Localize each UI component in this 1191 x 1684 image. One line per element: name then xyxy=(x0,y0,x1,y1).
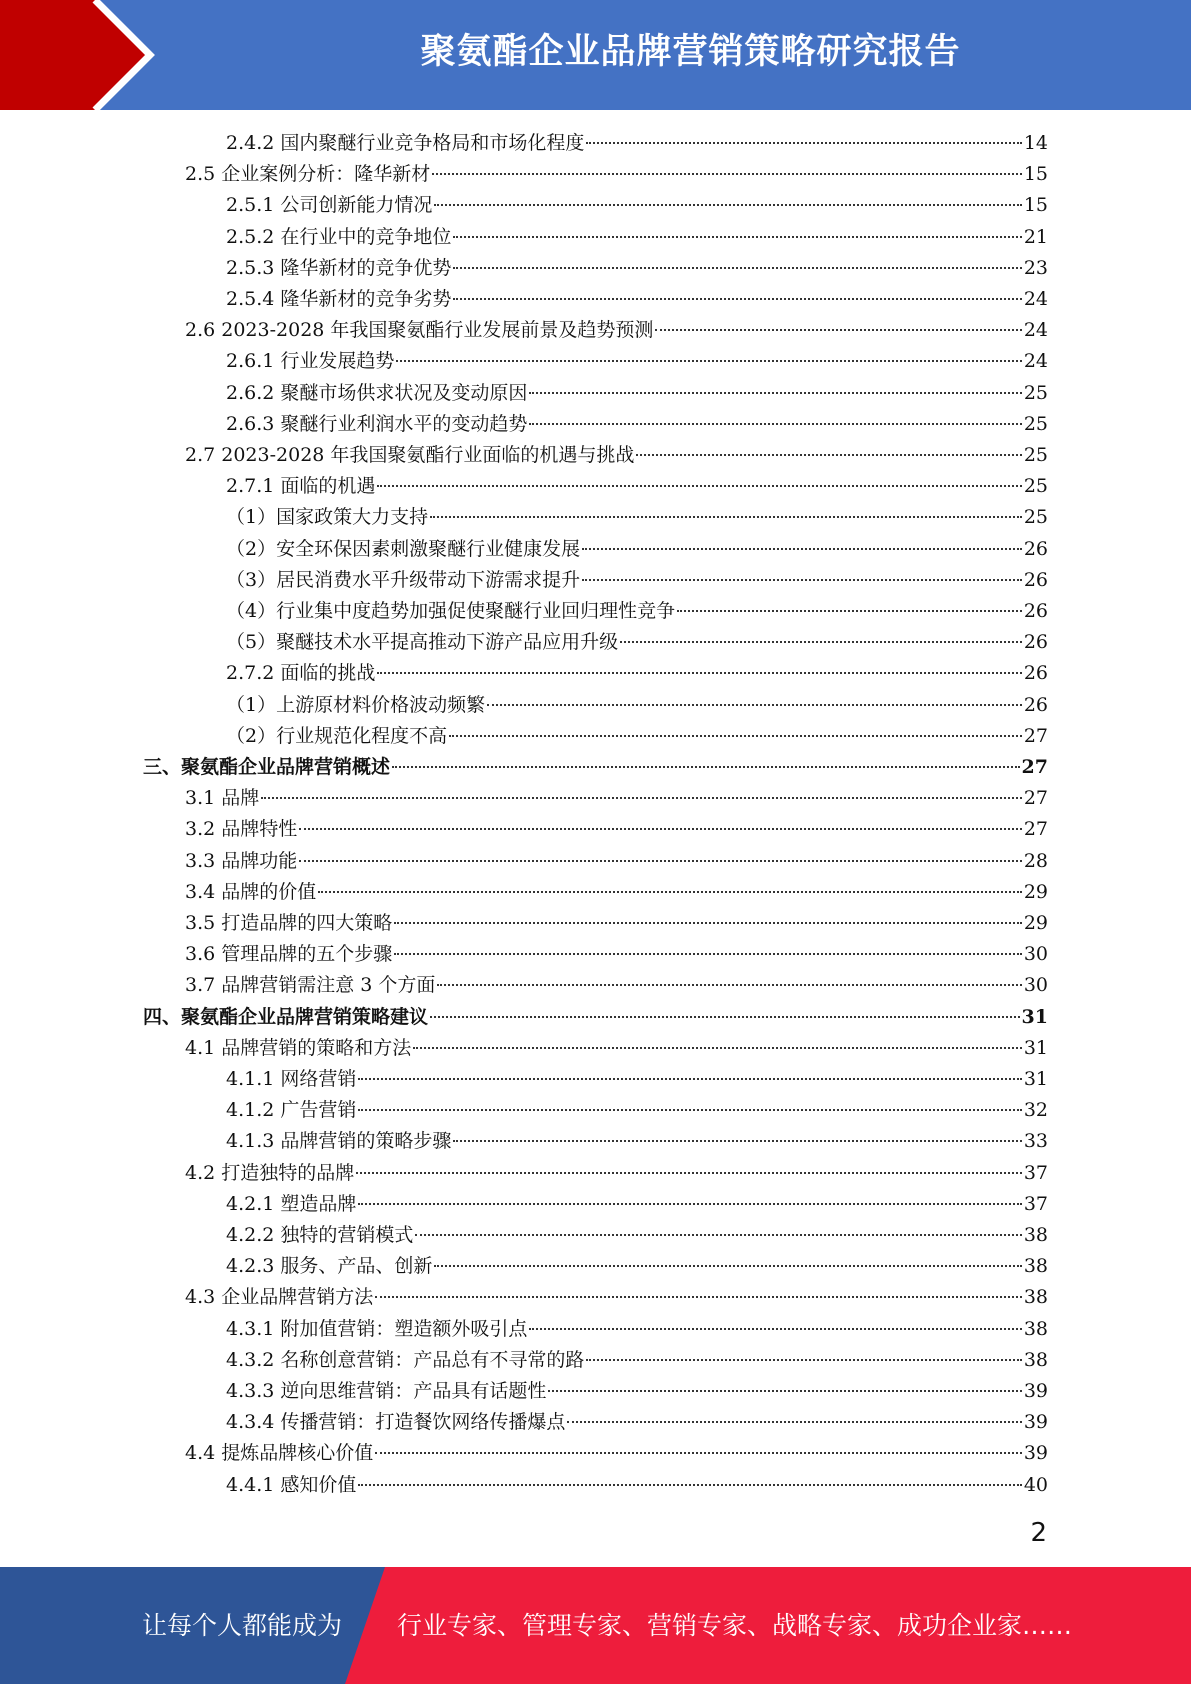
toc-entry[interactable] xyxy=(185,1438,1048,1469)
toc-dot-leader xyxy=(430,516,1022,518)
toc-entry-title: 3.1 品牌 xyxy=(185,787,260,810)
toc-entry[interactable] xyxy=(226,284,1048,315)
toc-entry-page: 15 xyxy=(1023,194,1048,217)
toc-entry[interactable] xyxy=(143,1002,1048,1033)
toc-entry[interactable] xyxy=(226,1251,1048,1282)
toc-dot-leader xyxy=(434,204,1021,206)
toc-entry-title: 3.6 管理品牌的五个步骤 xyxy=(185,943,393,966)
toc-entry-title: （4）行业集中度趋势加强促使聚醚行业回归理性竞争 xyxy=(226,600,676,622)
toc-entry[interactable] xyxy=(226,721,1048,752)
toc-dot-leader xyxy=(375,1296,1022,1298)
toc-entry-page: 37 xyxy=(1023,1161,1048,1184)
toc-entry[interactable] xyxy=(226,1407,1048,1438)
toc-entry-title: 三、聚氨酯企业品牌营销概述 xyxy=(143,756,391,778)
toc-entry-page: 25 xyxy=(1023,412,1048,435)
toc-entry-page: 38 xyxy=(1023,1224,1048,1246)
toc-dot-leader xyxy=(529,392,1021,394)
toc-entry[interactable] xyxy=(185,814,1048,845)
toc-entry[interactable] xyxy=(226,627,1048,658)
toc-entry-page: 31 xyxy=(1023,1068,1048,1090)
toc-dot-leader xyxy=(437,984,1021,986)
page-header xyxy=(0,0,1191,110)
toc-dot-leader xyxy=(394,922,1022,924)
toc-dot-leader xyxy=(299,860,1022,862)
toc-dot-leader xyxy=(432,173,1022,175)
toc-dot-leader xyxy=(586,142,1021,144)
toc-entry-title: 2.5.4 隆华新材的竞争劣势 xyxy=(226,288,452,310)
toc-dot-leader xyxy=(358,1484,1021,1486)
toc-entry-page: 38 xyxy=(1023,1348,1048,1371)
toc-entry-title: 4.2.3 服务、产品、创新 xyxy=(226,1255,433,1278)
toc-entry-title: 3.4 品牌的价值 xyxy=(185,880,317,903)
toc-entry-title: （5）聚醚技术水平提高推动下游产品应用升级 xyxy=(226,631,619,654)
toc-entry-title: 4.1 品牌营销的策略和方法 xyxy=(185,1036,412,1059)
toc-entry-title: 4.2.1 塑造品牌 xyxy=(226,1192,357,1215)
toc-entry[interactable] xyxy=(143,752,1048,783)
toc-entry-page: 40 xyxy=(1023,1473,1048,1496)
toc-entry-title: 4.3.1 附加值营销：塑造额外吸引点 xyxy=(226,1317,528,1340)
toc-entry-page: 24 xyxy=(1023,319,1048,342)
toc-entry-page: 26 xyxy=(1023,662,1048,685)
toc-entry-title: 4.3.2 名称创意营销：产品总有不寻常的路 xyxy=(226,1348,585,1371)
page-number: 2 xyxy=(1030,1518,1047,1548)
toc-entry-title: 2.7 2023-2028 年我国聚氨酯行业面临的机遇与挑战 xyxy=(185,444,635,466)
toc-entry-page: 28 xyxy=(1023,849,1048,872)
toc-entry-title: 3.7 品牌营销需注意 3 个方面 xyxy=(185,974,436,997)
report-title: 聚氨酯企业品牌营销策略研究报告 xyxy=(420,32,961,72)
toc-entry[interactable] xyxy=(226,409,1048,440)
toc-entry[interactable] xyxy=(226,1470,1048,1501)
toc-entry[interactable] xyxy=(226,346,1048,377)
toc-dot-leader xyxy=(396,360,1021,362)
toc-entry-page: 29 xyxy=(1023,912,1048,934)
toc-entry-title: 2.5.1 公司创新能力情况 xyxy=(226,194,433,217)
toc-entry-title: 四、聚氨酯企业品牌营销策略建议 xyxy=(143,1005,429,1028)
toc-dot-leader xyxy=(548,1390,1021,1392)
toc-dot-leader xyxy=(377,672,1021,674)
toc-entry[interactable] xyxy=(226,1126,1048,1157)
toc-entry-page: 39 xyxy=(1023,1442,1048,1465)
toc-entry[interactable] xyxy=(226,128,1048,159)
toc-dot-leader xyxy=(655,329,1021,331)
toc-dot-leader xyxy=(358,1109,1021,1111)
toc-entry-title: 2.5.3 隆华新材的竞争优势 xyxy=(226,256,452,279)
toc-entry-page: 23 xyxy=(1023,256,1048,279)
toc-entry[interactable] xyxy=(226,1064,1048,1095)
red-chevron-icon xyxy=(0,0,160,110)
toc-entry-page: 29 xyxy=(1023,880,1048,903)
toc-entry-page: 38 xyxy=(1023,1286,1048,1309)
toc-entry[interactable] xyxy=(185,783,1048,814)
toc-dot-leader xyxy=(449,735,1022,737)
toc-entry[interactable] xyxy=(226,596,1048,627)
toc-entry-page: 25 xyxy=(1023,381,1048,404)
footer-slogan-left: 让每个人都能成为 xyxy=(142,1611,343,1640)
toc-entry[interactable] xyxy=(226,1314,1048,1345)
toc-entry-page: 38 xyxy=(1023,1317,1048,1340)
toc-entry[interactable] xyxy=(226,253,1048,284)
toc-entry-page: 30 xyxy=(1023,974,1048,997)
toc-entry-title: （1）国家政策大力支持 xyxy=(226,506,429,529)
toc-entry-page: 25 xyxy=(1023,475,1048,498)
toc-entry[interactable] xyxy=(226,1345,1048,1376)
toc-entry-page: 26 xyxy=(1023,568,1048,591)
toc-dot-leader xyxy=(299,828,1022,830)
toc-dot-leader xyxy=(582,548,1022,550)
toc-entry-title: 3.3 品牌功能 xyxy=(185,849,298,872)
toc-entry[interactable] xyxy=(226,690,1048,721)
toc-entry[interactable] xyxy=(226,565,1048,596)
toc-entry-page: 26 xyxy=(1023,600,1048,622)
toc-entry-title: 4.2.2 独特的营销模式 xyxy=(226,1224,414,1246)
toc-entry-title: 3.2 品牌特性 xyxy=(185,818,298,841)
toc-dot-leader xyxy=(358,1203,1021,1205)
toc-entry-title: 4.1.1 网络营销 xyxy=(226,1068,357,1090)
toc-entry[interactable] xyxy=(226,1189,1048,1220)
toc-entry[interactable] xyxy=(185,1282,1048,1313)
toc-entry[interactable] xyxy=(226,1376,1048,1407)
toc-entry-page: 24 xyxy=(1023,288,1048,310)
toc-entry[interactable] xyxy=(185,1158,1048,1189)
toc-entry-title: 4.1.2 广告营销 xyxy=(226,1099,357,1122)
toc-entry-page: 25 xyxy=(1023,506,1048,529)
toc-entry[interactable] xyxy=(226,1095,1048,1126)
toc-entry-page: 26 xyxy=(1023,631,1048,654)
toc-entry[interactable] xyxy=(185,315,1048,346)
toc-entry-page: 38 xyxy=(1023,1255,1048,1278)
toc-entry[interactable] xyxy=(185,1033,1048,1064)
toc-dot-leader xyxy=(453,1140,1021,1142)
toc-entry-title: 2.4.2 国内聚醚行业竞争格局和市场化程度 xyxy=(226,132,585,154)
toc-entry[interactable] xyxy=(226,658,1048,689)
footer-slogan-right: 行业专家、管理专家、营销专家、战略专家、成功企业家…… xyxy=(397,1611,1073,1640)
toc-entry-title: 2.6.2 聚醚市场供求状况及变动原因 xyxy=(226,381,528,404)
toc-entry[interactable] xyxy=(226,190,1048,221)
toc-dot-leader xyxy=(529,423,1021,425)
toc-dot-leader xyxy=(620,641,1022,643)
toc-dot-leader xyxy=(415,1234,1021,1236)
toc-entry-page: 39 xyxy=(1023,1380,1048,1402)
toc-entry[interactable] xyxy=(185,440,1048,471)
toc-entry-title: 4.3.4 传播营销：打造餐饮网络传播爆点 xyxy=(226,1411,566,1434)
toc-entry[interactable] xyxy=(226,471,1048,502)
toc-entry[interactable] xyxy=(226,222,1048,253)
toc-entry[interactable] xyxy=(185,846,1048,877)
toc-entry-page: 37 xyxy=(1023,1192,1048,1215)
toc-dot-leader xyxy=(453,298,1021,300)
toc-entry-page: 24 xyxy=(1023,350,1048,373)
toc-entry-page: 32 xyxy=(1023,1099,1048,1122)
page-footer xyxy=(0,1567,1191,1684)
toc-dot-leader xyxy=(582,579,1022,581)
toc-entry[interactable] xyxy=(185,159,1048,190)
toc-entry-title: 4.4.1 感知价值 xyxy=(226,1473,357,1496)
toc-dot-leader xyxy=(434,1265,1021,1267)
toc-entry-page: 27 xyxy=(1023,724,1048,747)
toc-entry-title: 2.7.2 面临的挑战 xyxy=(226,662,376,685)
toc-entry-page: 31 xyxy=(1021,1005,1048,1028)
toc-dot-leader xyxy=(453,267,1021,269)
toc-dot-leader xyxy=(358,1078,1021,1080)
toc-entry-title: 3.5 打造品牌的四大策略 xyxy=(185,912,393,934)
toc-entry[interactable] xyxy=(226,378,1048,409)
toc-entry-title: 2.6 2023-2028 年我国聚氨酯行业发展前景及趋势预测 xyxy=(185,319,654,342)
toc-dot-leader xyxy=(375,1452,1022,1454)
toc-entry-page: 30 xyxy=(1023,943,1048,966)
toc-dot-leader xyxy=(392,766,1020,768)
toc-entry[interactable] xyxy=(226,1220,1048,1251)
toc-entry-title: （2）行业规范化程度不高 xyxy=(226,724,448,747)
toc-entry-title: 2.5 企业案例分析：隆华新材 xyxy=(185,163,431,186)
toc-entry-page: 26 xyxy=(1023,693,1048,716)
toc-entry[interactable] xyxy=(185,939,1048,970)
toc-entry-page: 14 xyxy=(1023,132,1048,154)
toc-entry-title: 4.3.3 逆向思维营销：产品具有话题性 xyxy=(226,1380,547,1402)
toc-entry-page: 27 xyxy=(1023,818,1048,841)
toc-entry-page: 26 xyxy=(1023,537,1048,560)
toc-entry-title: 2.6.1 行业发展趋势 xyxy=(226,350,395,373)
toc-entry-page: 33 xyxy=(1023,1130,1048,1153)
toc-entry-page: 15 xyxy=(1023,163,1048,186)
toc-entry-page: 25 xyxy=(1023,444,1048,466)
toc-dot-leader xyxy=(356,1172,1022,1174)
toc-entry[interactable] xyxy=(185,908,1048,939)
toc-entry-page: 31 xyxy=(1023,1036,1048,1059)
toc-entry-page: 21 xyxy=(1023,225,1048,248)
toc-entry[interactable] xyxy=(185,970,1048,1001)
toc-entry-title: 4.4 提炼品牌核心价值 xyxy=(185,1442,374,1465)
toc-entry[interactable] xyxy=(226,534,1048,565)
toc-entry-title: 4.2 打造独特的品牌 xyxy=(185,1161,355,1184)
toc-dot-leader xyxy=(487,704,1022,706)
toc-dot-leader xyxy=(261,797,1022,799)
toc-entry-page: 27 xyxy=(1023,787,1048,810)
toc-entry-title: 4.1.3 品牌营销的策略步骤 xyxy=(226,1130,452,1153)
toc-dot-leader xyxy=(586,1359,1021,1361)
toc-entry-title: 2.7.1 面临的机遇 xyxy=(226,475,376,498)
toc-dot-leader xyxy=(529,1328,1021,1330)
toc-entry-title: 2.6.3 聚醚行业利润水平的变动趋势 xyxy=(226,412,528,435)
toc-dot-leader xyxy=(430,1016,1020,1018)
toc-dot-leader xyxy=(318,891,1022,893)
toc-entry-title: 2.5.2 在行业中的竞争地位 xyxy=(226,225,452,248)
toc-dot-leader xyxy=(377,485,1021,487)
toc-dot-leader xyxy=(636,454,1021,456)
toc-entry-title: （3）居民消费水平升级带动下游需求提升 xyxy=(226,568,581,591)
toc-dot-leader xyxy=(677,610,1022,612)
toc-entry-page: 39 xyxy=(1023,1411,1048,1434)
toc-dot-leader xyxy=(567,1421,1021,1423)
toc-dot-leader xyxy=(413,1047,1022,1049)
toc-entry-title: （2）安全环保因素刺激聚醚行业健康发展 xyxy=(226,537,581,560)
toc-dot-leader xyxy=(453,236,1021,238)
toc-entry-title: （1）上游原材料价格波动频繁 xyxy=(226,693,486,716)
toc-entry[interactable] xyxy=(226,502,1048,533)
toc-dot-leader xyxy=(394,953,1022,955)
toc-entry-title: 4.3 企业品牌营销方法 xyxy=(185,1286,374,1309)
toc-entry-page: 27 xyxy=(1021,756,1048,778)
toc-entry[interactable] xyxy=(185,877,1048,908)
